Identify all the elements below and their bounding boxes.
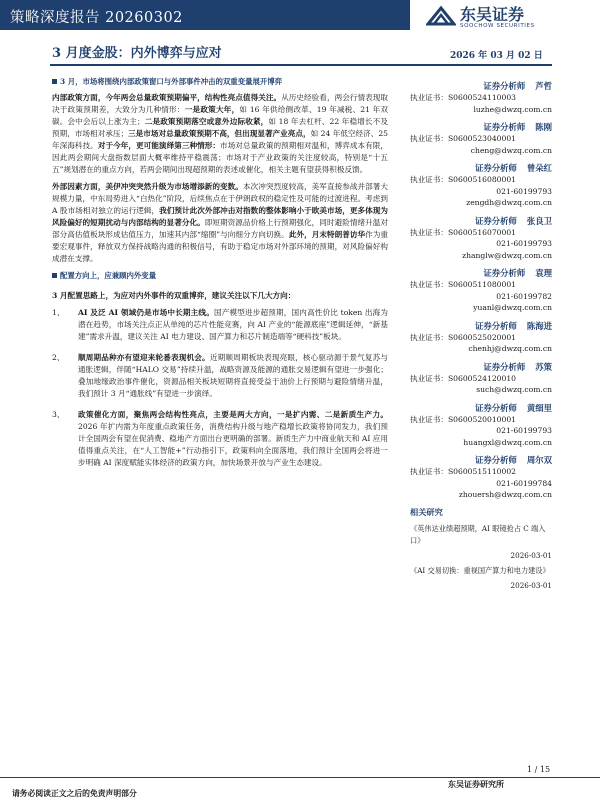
list-item: 3、 政策催化方面，聚焦两会结构性亮点，主要是两大方向，一是扩内需、二是新质生产力。2026 年扩内需为年度重点政策任务，消费结构升级与地产稳增长政策将协同发力，我们预计全国两会有望在促消费、稳地产方面出台更明确的部署。新质生产力中商业航天和 AI 应用值得重点关注，在“人工智能+”行动指引下，政策料向全面落地，我们预计全国两会将进一步明确 AI 深度赋能实体经济的政策方向，加快场景开放与产业生态建设。 bbox=[52, 410, 388, 467]
analyst-card: 证券分析师 曾朵红 执业证书：S0600516080001 021-60199793 zengdh@dwzq.com.cn bbox=[410, 163, 552, 207]
disclaimer-note: 请务必阅读正文之后的免责声明部分 bbox=[12, 789, 137, 798]
analyst-email: huangxl@dwzq.com.cn bbox=[463, 437, 552, 447]
section-heading: 配置方向上，应兼顾内外变量 bbox=[52, 270, 388, 282]
analyst-card: 证券分析师 黄细里 执业证书：S0600520010001 021-60199793 huangxl@dwzq.com.cn bbox=[410, 402, 552, 447]
logo-text-cn: 东吴证券 bbox=[460, 5, 525, 24]
section-heading: 3 月，市场将围绕内部政策窗口与外部事件冲击的双重变量展开博弈 bbox=[52, 76, 388, 88]
analyst-card: 证券分析师 周尔双 执业证书：S0600515110002 021-60199784 zhouersh@dwzq.com.cn bbox=[410, 455, 552, 499]
page-title: 3 月度金股：内外博弈与应对 bbox=[52, 46, 222, 61]
report-date: 2026 年 03 月 02 日 bbox=[450, 51, 543, 61]
analyst-card: 证券分析师 芦哲 执业证书：S0600524110003 luzhe@dwzq.com.cn bbox=[410, 81, 552, 114]
analyst-email: cheng@dwzq.com.cn bbox=[470, 145, 552, 155]
page-number: 1 / 15 bbox=[527, 765, 551, 774]
list-item: 2、 顺周期品种亦有望迎来轮番表现机会。近期顺周期板块表现亮眼，核心驱动源于景气复苏与通胀逻辑，伴随“HALO 交易”持续升温，战略资源及能源的通胀交易逻辑有望进一步强化；叠加地缘政治事件催化，资源品相关板块短期将直接受益于油价上行预期与避险情绪升温，我们预计 3 月“通胀线”有望进一步演绎。 bbox=[52, 353, 389, 398]
analyst-card: 证券分析师 张良卫 执业证书：S0600516070001 021-60199793 zhanglw@dwzq.com.cn bbox=[410, 215, 552, 260]
analyst-email: chenhj@dwzq.com.cn bbox=[468, 344, 552, 353]
analyst-email: zhouersh@dwzq.com.cn bbox=[458, 490, 552, 499]
related-research-date: 2026-03-01 bbox=[510, 550, 552, 560]
firm-logo bbox=[426, 2, 576, 32]
header-band bbox=[0, 0, 410, 30]
related-research-date: 2026-03-01 bbox=[510, 580, 552, 590]
analyst-email: luzhe@dwzq.com.cn bbox=[473, 104, 552, 114]
analyst-card: 证券分析师 陈刚 执业证书：S0600523040001 cheng@dwzq.com.cn bbox=[410, 122, 552, 155]
related-research-heading: 相关研究 bbox=[410, 506, 443, 517]
analyst-email: such@dwzq.com.cn bbox=[476, 385, 552, 394]
header-divider bbox=[50, 64, 552, 66]
allocation-lead: 3 月配置思路上，为应对内外事件的双重博弈，建议关注以下几大方向： bbox=[52, 291, 296, 300]
analyst-card: 证券分析师 袁理 执业证书：S0600511080001 021-60199782 yuanl@dwzq.com.cn bbox=[410, 268, 552, 312]
related-research-link[interactable]: 《AI 交易切换：重视国产算力和电力建设》 bbox=[410, 565, 550, 575]
analyst-email: yuanl@dwzq.com.cn bbox=[473, 303, 552, 312]
square-bullet-icon bbox=[52, 273, 57, 278]
logo-mark-icon bbox=[426, 4, 456, 28]
analyst-email: zengdh@dwzq.com.cn bbox=[466, 198, 552, 207]
analyst-sidebar bbox=[410, 80, 552, 590]
firm-name: 东吴证券研究所 bbox=[448, 779, 504, 789]
related-research-link[interactable]: 《英伟达业绩超预期，AI 眼镜抢占 C 端入口》 bbox=[410, 523, 546, 545]
paragraph-domestic-policy: 内部政策方面，今年两会总量政策预期偏平，结构性亮点值得关注。从历史经验看，两会行情表现取决于政策预期差，大致分为几种情形：一是政策大年，如 16 年供给侧改革、19 年减税、21 年双碳。会中会后以上涨为主；二是政策预期落空或意外边际收紧，如 18 年去杠杆、22 年稳增长不及预期，市场相对承压；三是市场对总量政策预期不高，但出现显著产业亮点，如 24 年低空经济、25 年深海科技。对于今年，更可能演绎第三种情形：市场对总量政策的预期相对温和，博弈成本有限，因此两会期间大盘指数层面大概率维持平稳震荡；市场对于产业政策的关注度较高，特别是“十五五”规划潜在的重点方向，若两会期间出现超预期的表述或催化，相关主题有望获得积极反馈。 bbox=[52, 93, 389, 174]
list-item: 1、 AI 及泛 AI 领域仍是市场中长期主线。国产模型进步超预期，国内高性价比 token 出海为潜在趋势，市场关注点正从单纯的芯片性能竞赛，向 AI 产业的“能源底座”逻辑延伸，“新基建”需求升温，建议关注 AI 电力建设、国产算力和芯片制造端等“硬科技”板块。 bbox=[52, 308, 388, 341]
paragraph-external-factors: 外部因素方面，美伊冲突突然升级为市场增添新的变数。本次冲突烈度较高，美军直接参战并部署大规模力量，中东局势进入“白热化”阶段，后续焦点在于伊朗政权的稳定性及可能的过渡进程。考虑到 A 股市场相对独立的运行逻辑，我们预计此次外部冲击对指数的整体影响小于欧美市场，更多体现为风险偏好的短期扰动与内部结构的显著分化。即短期资源品价格上行预期强化，同时避险情绪升温对部分高估值板块形成估值压力，加速其内部“缩圈”与向细分方向切换。此外，月末特朗普访华作为重要宏观事件，释放双方保持战略沟通的积极信号，有助于稳定市场对外部环境的预期，对风险偏好构成潜在支撑。 bbox=[52, 182, 389, 263]
analyst-card: 证券分析师 苏策 执业证书：S0600524120010 such@dwzq.com.cn bbox=[410, 361, 552, 394]
analyst-email: zhanglw@dwzq.com.cn bbox=[462, 250, 552, 260]
report-title: 策略深度报告 20260302 bbox=[10, 10, 183, 26]
logo-text-en: SOOCHOW SECURITIES bbox=[460, 23, 535, 29]
analyst-card: 证券分析师 陈海进 执业证书：S0600525020001 chenhj@dwzq.com.cn bbox=[410, 320, 552, 353]
main-summary bbox=[52, 76, 388, 478]
footer-divider bbox=[0, 777, 600, 778]
square-bullet-icon bbox=[52, 79, 57, 84]
